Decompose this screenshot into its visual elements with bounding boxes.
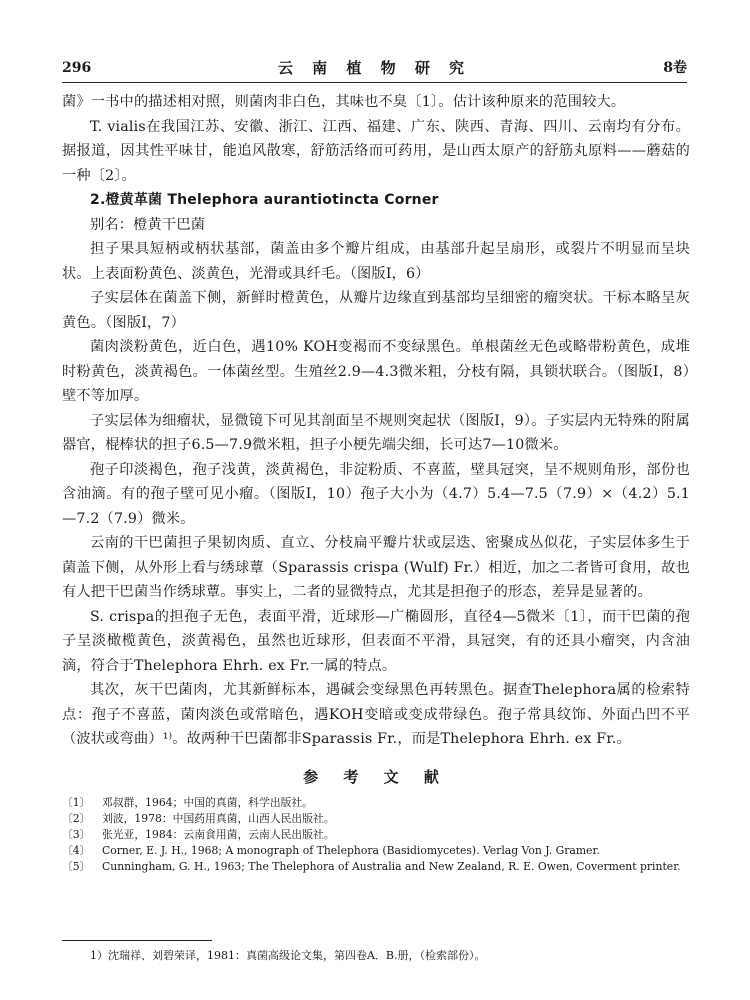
reference-number: 〔5〕	[62, 859, 91, 873]
description-paragraph: 云南的干巴菌担子果韧肉质、直立、分枝扁平瓣片状或层迭、密聚成丛似花，子实层体多生于菌盖下侧，从外形上看与绣球蕈（Sparassis crispa (Wulf) Fr.）相近，加之二者皆可食用，故也有人把干巴菌当作绣球蕈。事实上，二者的显微特点，尤其是担孢子的形态，差异是显著的。	[62, 535, 690, 600]
reference-item	[62, 859, 690, 875]
reference-item	[62, 795, 690, 811]
description-paragraph: 子实层体为细瘤状，显微镜下可见其剖面呈不规则突起状（图版Ⅰ，9）。子实层内无特殊的附属器官，棍棒状的担子6.5—7.9微米粗，担子小梗先端尖细，长可达7—10微米。	[62, 412, 690, 453]
page-body	[62, 90, 690, 875]
description-paragraph: 孢子印淡褐色，孢子浅黄，淡黄褐色，非淀粉质、不喜蓝，壁具冠突，呈不规则角形，部份也含油滴。有的孢子壁可见小瘤。（图版Ⅰ，10）孢子大小为（4.7）5.4—7.5（7.9）×（4.2）5.1—7.2（7.9）微米。	[62, 461, 690, 527]
page-number: 296	[62, 60, 92, 76]
description-paragraph: 其次，灰干巴菌肉，尤其新鲜标本，遇碱会变绿黑色再转黑色。据查Thelephora属的检索特点：孢子不喜蓝，菌肉淡色或常暗色，遇KOH变暗或变成带绿色。孢子常具纹饰、外面凸凹不平（波状或弯曲）¹⁾。故两种干巴菌都非Sparassis Fr.，而是Thelephora Ehrh. ex Fr.。	[62, 682, 690, 747]
reference-number: 〔4〕	[62, 843, 91, 857]
footnote: 1）沈瑞祥、刘碧荣译，1981：真菌高级论文集，第四卷A．B.册，（检索部份）。	[90, 949, 486, 962]
reference-text: Corner, E. J. H., 1968; A monograph of Thelephora (Basidiomycetes). Verlag Von J. Gramer.	[102, 843, 600, 857]
species-alias: 别名：橙黄干巴菌	[90, 216, 206, 233]
reference-text: 刘波，1978：中国药用真菌，山西人民出版社。	[102, 811, 335, 825]
description-paragraph: S. crispa的担孢子无色，表面平滑，近球形—广椭圆形，直径4—5微米〔1〕，而干巴菌的孢子呈淡橄榄黄色，淡黄褐色，虽然也近球形，但表面不平滑，具冠突，有的还具小瘤突，内含油滴，符合于Thelephora Ehrh. ex Fr.一属的特点。	[62, 608, 690, 674]
body-paragraph: T. vialis在我国江苏、安徽、浙江、江西、福建、广东、陕西、青海、四川、云南均有分布。据报道，因其性平味甘，能追风散寒，舒筋活络而可药用，是山西太原产的舒筋丸原料——蘑菇的一种〔2〕。	[62, 118, 690, 184]
page-header	[62, 58, 687, 83]
reference-item	[62, 827, 690, 843]
reference-text: 张光亚，1984：云南食用菌，云南人民出版社。	[102, 827, 335, 841]
reference-text: Cunningham, G. H., 1963; The Thelephora of Australia and New Zealand, R. E. Owen, Coverment printer.	[102, 859, 681, 873]
description-paragraph: 子实层体在菌盖下侧，新鲜时橙黄色，从瓣片边缘直到基部均呈细密的瘤突状。干标本略呈灰黄色。（图版Ⅰ，7）	[62, 290, 690, 331]
reference-list	[62, 795, 690, 875]
reference-text: 邓叔群，1964；中国的真菌，科学出版社。	[102, 795, 314, 809]
body-paragraph: 菌》一书中的描述相对照，则菌肉非白色，其味也不臭〔1〕。估计该种原来的范围较大。	[62, 94, 626, 110]
reference-number: 〔3〕	[62, 827, 91, 841]
reference-number: 〔2〕	[62, 811, 91, 825]
description-paragraph: 担子果具短柄或柄状基部，菌盖由多个瓣片组成，由基部升起呈扇形，或裂片不明显而呈块状。上表面粉黄色、淡黄色，光滑或具纤毛。（图版Ⅰ，6）	[62, 241, 690, 282]
reference-item	[62, 811, 690, 827]
description-paragraph: 菌肉淡粉黄色，近白色，遇10% KOH变褐而不变绿黑色。单根菌丝无色或略带粉黄色，成堆时粉黄色，淡黄褐色。一体菌丝型。生殖丝2.9—4.3微米粗，分枝有隔，具锁状联合。（图版Ⅰ，8）壁不等加厚。	[62, 339, 690, 404]
journal-title: 云 南 植 物 研 究	[277, 59, 472, 77]
footnote-divider	[62, 940, 212, 941]
reference-item	[62, 843, 690, 859]
volume-label: 8卷	[663, 60, 687, 76]
reference-number: 〔1〕	[62, 795, 91, 809]
references-title: 参 考 文 献	[303, 767, 449, 786]
species-heading: 2.橙黄革菌 Thelephora aurantiotincta Corner	[90, 192, 439, 208]
